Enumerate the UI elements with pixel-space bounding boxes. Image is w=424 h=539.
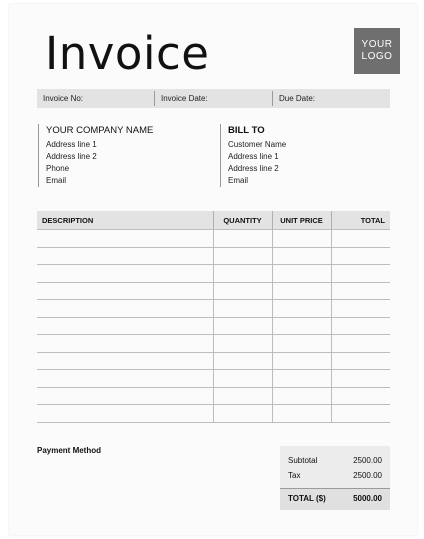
customer-name: Customer Name — [228, 140, 287, 149]
table-row — [37, 247, 390, 265]
table-cell — [272, 282, 331, 300]
table-cell — [213, 387, 272, 405]
table-cell — [37, 387, 213, 405]
table-cell — [331, 317, 390, 335]
unit-price-header: UNIT PRICE — [272, 211, 331, 230]
table-cell — [331, 230, 390, 248]
table-cell — [331, 282, 390, 300]
table-cell — [213, 352, 272, 370]
customer-address-line2: Address line 2 — [228, 164, 279, 173]
table-cell — [37, 247, 213, 265]
table-cell — [272, 265, 331, 283]
table-row — [37, 352, 390, 370]
line-items-table — [37, 211, 390, 423]
subtotal-value: 2500.00 — [353, 456, 382, 465]
table-cell — [37, 282, 213, 300]
due-date-label: Due Date: — [279, 94, 316, 103]
table-cell — [272, 247, 331, 265]
invoice-date-label: Invoice Date: — [161, 94, 208, 103]
subtotal-label: Subtotal — [288, 456, 318, 465]
table-cell — [213, 317, 272, 335]
table-cell — [331, 265, 390, 283]
quantity-header: QUANTITY — [213, 211, 272, 230]
total-row — [288, 493, 382, 505]
table-row — [37, 317, 390, 335]
company-address-line2: Address line 2 — [46, 152, 97, 161]
bill-to-heading: BILL TO — [228, 125, 265, 136]
tax-label: Tax — [288, 471, 301, 480]
company-phone: Phone — [46, 164, 70, 173]
company-email: Email — [46, 176, 67, 185]
table-row — [37, 405, 390, 423]
logo-placeholder — [354, 28, 400, 74]
table-cell — [272, 335, 331, 353]
table-cell — [272, 370, 331, 388]
table-cell — [37, 335, 213, 353]
table-cell — [213, 335, 272, 353]
table-cell — [272, 317, 331, 335]
totals-divider — [280, 488, 390, 489]
table-cell — [37, 317, 213, 335]
invoice-number-label: Invoice No: — [43, 94, 84, 103]
table-cell — [272, 387, 331, 405]
table-row — [37, 335, 390, 353]
table-cell — [37, 300, 213, 318]
meta-divider — [154, 91, 155, 106]
table-cell — [37, 352, 213, 370]
table-cell — [213, 300, 272, 318]
table-cell — [213, 230, 272, 248]
bill-to-block — [220, 124, 286, 187]
invoice-meta-bar — [37, 89, 390, 108]
tax-row — [288, 470, 382, 482]
logo-text-line2: LOGO — [361, 51, 393, 62]
total-label: TOTAL ($) — [288, 494, 326, 503]
table-cell — [37, 230, 213, 248]
customer-address-line1: Address line 1 — [228, 152, 279, 161]
table-row — [37, 300, 390, 318]
table-cell — [331, 335, 390, 353]
table-cell — [331, 370, 390, 388]
payment-method-label: Payment Method — [37, 446, 102, 455]
totals-box — [280, 446, 390, 510]
total-header: TOTAL — [331, 211, 390, 230]
table-cell — [213, 247, 272, 265]
table-cell — [331, 300, 390, 318]
invoice-title: Invoice — [45, 27, 210, 80]
logo-text-line1: YOUR — [361, 39, 393, 50]
table-row — [37, 370, 390, 388]
table-cell — [331, 387, 390, 405]
table-row — [37, 230, 390, 248]
company-address-line1: Address line 1 — [46, 140, 97, 149]
table-cell — [37, 370, 213, 388]
total-value: 5000.00 — [353, 494, 382, 503]
table-cell — [213, 265, 272, 283]
table-cell — [272, 352, 331, 370]
tax-value: 2500.00 — [353, 471, 382, 480]
meta-divider — [272, 91, 273, 106]
table-cell — [331, 247, 390, 265]
table-cell — [272, 230, 331, 248]
table-cell — [213, 282, 272, 300]
table-cell — [213, 370, 272, 388]
company-name: YOUR COMPANY NAME — [46, 125, 154, 136]
table-cell — [331, 352, 390, 370]
description-header: DESCRIPTION — [37, 211, 213, 230]
table-row — [37, 387, 390, 405]
company-block — [38, 124, 153, 187]
table-row — [37, 282, 390, 300]
table-cell — [37, 405, 213, 423]
table-row — [37, 265, 390, 283]
table-cell — [272, 300, 331, 318]
table-header-row — [37, 211, 390, 230]
table-cell — [272, 405, 331, 423]
table-cell — [37, 265, 213, 283]
table-cell — [213, 405, 272, 423]
subtotal-row — [288, 455, 382, 467]
table-cell — [331, 405, 390, 423]
table-body — [37, 230, 390, 423]
customer-email: Email — [228, 176, 249, 185]
